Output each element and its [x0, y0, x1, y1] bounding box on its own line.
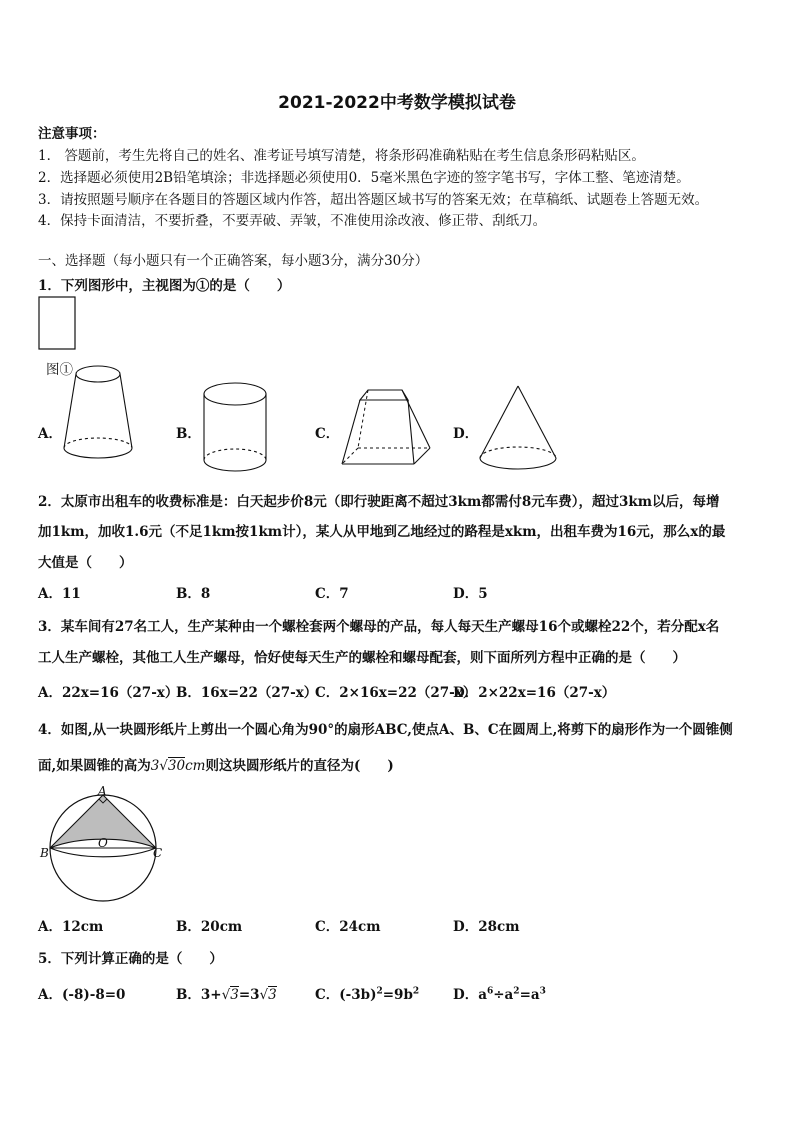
q3-option-a: A．22x=16（27-x）: [38, 685, 179, 701]
q5-b-radicand-1: 3: [230, 987, 239, 1003]
q3-stem-line2: 工人生产螺栓，其他工人生产螺母，恰好使每天生产的螺栓和螺母配套，则下面所列方程中正确的是（ ）: [38, 650, 686, 666]
sqrt-icon: √: [259, 987, 269, 1003]
q1-option-d-cone: [476, 384, 566, 474]
q3-option-c: C．2×16x=22（27-x）: [315, 685, 477, 701]
q5-c-post: =9b: [382, 987, 413, 1003]
q4-height-radicand: 30: [167, 758, 186, 774]
notice-heading: 注意事项：: [38, 126, 106, 142]
q1-figure-label: 图①: [46, 362, 73, 378]
q2-stem-line1: 2．太原市出租车的收费标准是：白天起步价8元（即行驶距离不超过3km都需付8元车费），超过3km以后，每增: [38, 494, 720, 510]
q1-option-b-label: B．: [176, 426, 201, 442]
q4-label-a: A: [98, 784, 107, 798]
q4-option-d: D．28cm: [453, 919, 520, 935]
notice-item-3: 3．请按照题号顺序在各题目的答题区域内作答，超出答题区域书写的答案无效；在草稿纸、试题卷上答题无效。: [38, 192, 709, 208]
q5-stem: 5．下列计算正确的是（ ）: [38, 951, 223, 967]
q5-d-middle-2: =a: [519, 987, 540, 1003]
q4-option-c: C．24cm: [315, 919, 381, 935]
q4-stem-line1: 4．如图,从一块圆形纸片上剪出一个圆心角为90°的扇形ABC,使点A、B、C在圆周上,将剪下的扇形作为一个圆锥侧: [38, 722, 733, 738]
q5-d-exponent-1: 6: [486, 986, 494, 997]
q4-line2-suffix: 则这块圆形纸片的直径为( ): [205, 758, 394, 774]
q1-option-d-label: D．: [453, 426, 479, 442]
q1-figure-rectangle: [38, 296, 78, 352]
q5-option-b: [176, 983, 277, 1003]
q3-option-d: D．2×22x=16（27-x）: [453, 685, 616, 701]
q5-c-exponent-2: 2: [412, 986, 420, 997]
q3-stem-line1: 3．某车间有27名工人，生产某种由一个螺栓套两个螺母的产品，每人每天生产螺母16个或螺栓22个，若分配x名: [38, 619, 720, 635]
q2-option-c: C．7: [315, 586, 349, 602]
q4-label-o: O: [98, 836, 108, 850]
q4-stem-line2: [38, 754, 394, 774]
q1-option-c-label: C．: [315, 426, 340, 442]
q5-d-middle: ÷a: [493, 987, 514, 1003]
q4-option-a: A．12cm: [38, 919, 104, 935]
q5-option-d: [453, 983, 546, 1003]
notice-item-1: 1． 答题前，考生先将自己的姓名、准考证号填写清楚，将条形码准确粘贴在考生信息条形码粘贴区。: [38, 148, 645, 164]
q5-d-exponent-3: 3: [539, 986, 546, 997]
notice-item-4: 4．保持卡面清洁，不要折叠，不要弄破、弄皱，不准使用涂改液、修正带、刮纸刀。: [38, 213, 547, 229]
q2-option-b: B．8: [176, 586, 211, 602]
section-heading: 一、选择题（每小题只有一个正确答案，每小题3分，满分30分）: [38, 253, 429, 269]
q1-option-a-frustum: [60, 362, 140, 472]
q5-b-radicand-2: 3: [268, 987, 277, 1003]
q5-d-exponent-2: 2: [513, 986, 520, 997]
q1-option-a-label: A．: [38, 426, 62, 442]
q5-b-prefix: B．3+: [176, 987, 222, 1003]
q5-option-c: [315, 983, 419, 1003]
q2-option-d: D．5: [453, 586, 488, 602]
page-title: 2021-2022中考数学模拟试卷: [278, 93, 516, 113]
q4-height-unit: cm: [185, 758, 206, 774]
q5-b-middle: =3: [238, 987, 260, 1003]
q5-option-a: A．(-8)-8=0: [38, 987, 126, 1003]
q2-stem-line2: 加1km，加收1.6元（不足1km按1km计），某人从甲地到乙地经过的路程是xkm，出租车费为16元，那么x的最: [38, 524, 726, 540]
q4-label-c: C: [153, 846, 163, 860]
q5-c-exponent-1: 2: [376, 986, 383, 997]
q5-d-prefix: D．a: [453, 987, 487, 1003]
notice-item-2: 2．选择题必须使用2B铅笔填涂；非选择题必须使用0．5毫米黑色字迹的签字笔书写，字体工整、笔迹清楚。: [38, 170, 690, 186]
q2-option-a: A．11: [38, 586, 81, 602]
q1-option-c-frustum-prism: [338, 386, 438, 470]
sqrt-icon: √: [159, 758, 168, 774]
q1-option-b-cylinder: [202, 380, 272, 480]
q2-stem-line3: 大值是（ ）: [38, 555, 133, 571]
q4-line2-prefix: 面,如果圆锥的高为: [38, 758, 151, 774]
q4-label-b: B: [40, 846, 49, 860]
q5-c-prefix: C．(-3b): [315, 987, 377, 1003]
q3-option-b: B．16x=22（27-x）: [176, 685, 318, 701]
q4-height-coefficient: 3: [150, 758, 160, 774]
sqrt-icon: √: [221, 987, 231, 1003]
q1-stem: 1．下列图形中，主视图为①的是（ ）: [38, 278, 291, 294]
q4-option-b: B．20cm: [176, 919, 243, 935]
